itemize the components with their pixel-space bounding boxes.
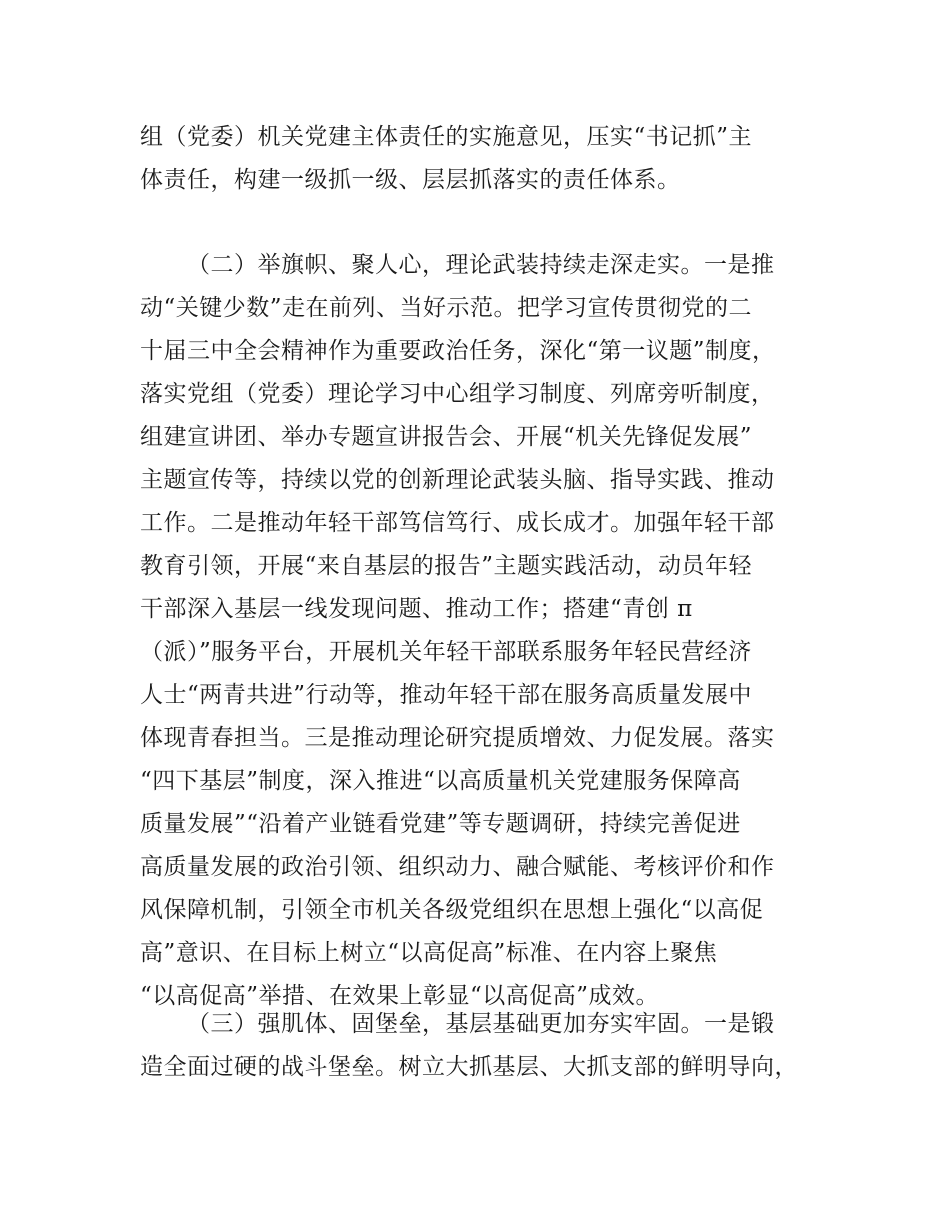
text-line: 质量发展”“沿着产业链看党建”等专题调研，持续完善促进 (140, 811, 741, 837)
text-line: 体责任，构建一级抓一级、层层抓落实的责任体系。 (140, 167, 681, 193)
text-line: 动“关键少数”走在前列、当好示范。把学习宣传贯彻党的二 (140, 295, 753, 321)
text-line: 干部深入基层一线发现问题、推动工作；搭建“青创 π (140, 596, 693, 622)
text-line: 教育引领，开展“来自基层的报告”主题实践活动，动员年轻 (140, 553, 753, 579)
text-line: 十届三中全会精神作为重要政治任务，深化“第一议题”制度， (140, 338, 776, 364)
paragraph-theory-armament (140, 244, 820, 1018)
paragraph-heading-line: （二）举旗帜、聚人心，理论武装持续走深走实。一是推 (187, 252, 775, 278)
text-line: 高”意识、在目标上树立“以高促高”标准、在内容上聚焦 (140, 940, 718, 966)
text-line: （派）”服务平台，开展机关年轻干部联系服务年轻民营经济 (140, 639, 752, 665)
text-line: “四下基层”制度，深入推进“以高质量机关党建服务保障高 (140, 768, 741, 794)
text-line: 人士“两青共进”行动等，推动年轻干部在服务高质量发展中 (140, 682, 753, 708)
text-line: 工作。二是推动年轻干部笃信笃行、成长成才。加强年轻干部 (140, 510, 775, 536)
text-line: 高质量发展的政治引领、组织动力、融合赋能、考核评价和作 (140, 854, 775, 880)
paragraph-responsibility-system (140, 116, 820, 202)
text-line: “以高促高”举措、在效果上彰显“以高促高”成效。 (140, 983, 660, 1009)
text-line: 落实党组（党委）理论学习中心组学习制度、列席旁听制度， (140, 381, 775, 407)
paragraph-grassroots-foundation (140, 1003, 820, 1089)
text-line: 组（党委）机关党建主体责任的实施意见，压实“书记抓”主 (140, 124, 753, 150)
paragraph-heading-line: （三）强肌体、固堡垒，基层基础更加夯实牢固。一是锻 (187, 1011, 775, 1037)
text-line: 体现青春担当。三是推动理论研究提质增效、力促发展。落实 (140, 725, 775, 751)
text-line: 主题宣传等，持续以党的创新理论武装头脑、指导实践、推动 (140, 467, 775, 493)
text-line: 造全面过硬的战斗堡垒。树立大抓基层、大抓支部的鲜明导向， (140, 1054, 798, 1080)
text-line: 风保障机制，引领全市机关各级党组织在思想上强化“以高促 (140, 897, 764, 923)
text-line: 组建宣讲团、举办专题宣讲报告会、开展“机关先锋促发展” (140, 424, 753, 450)
